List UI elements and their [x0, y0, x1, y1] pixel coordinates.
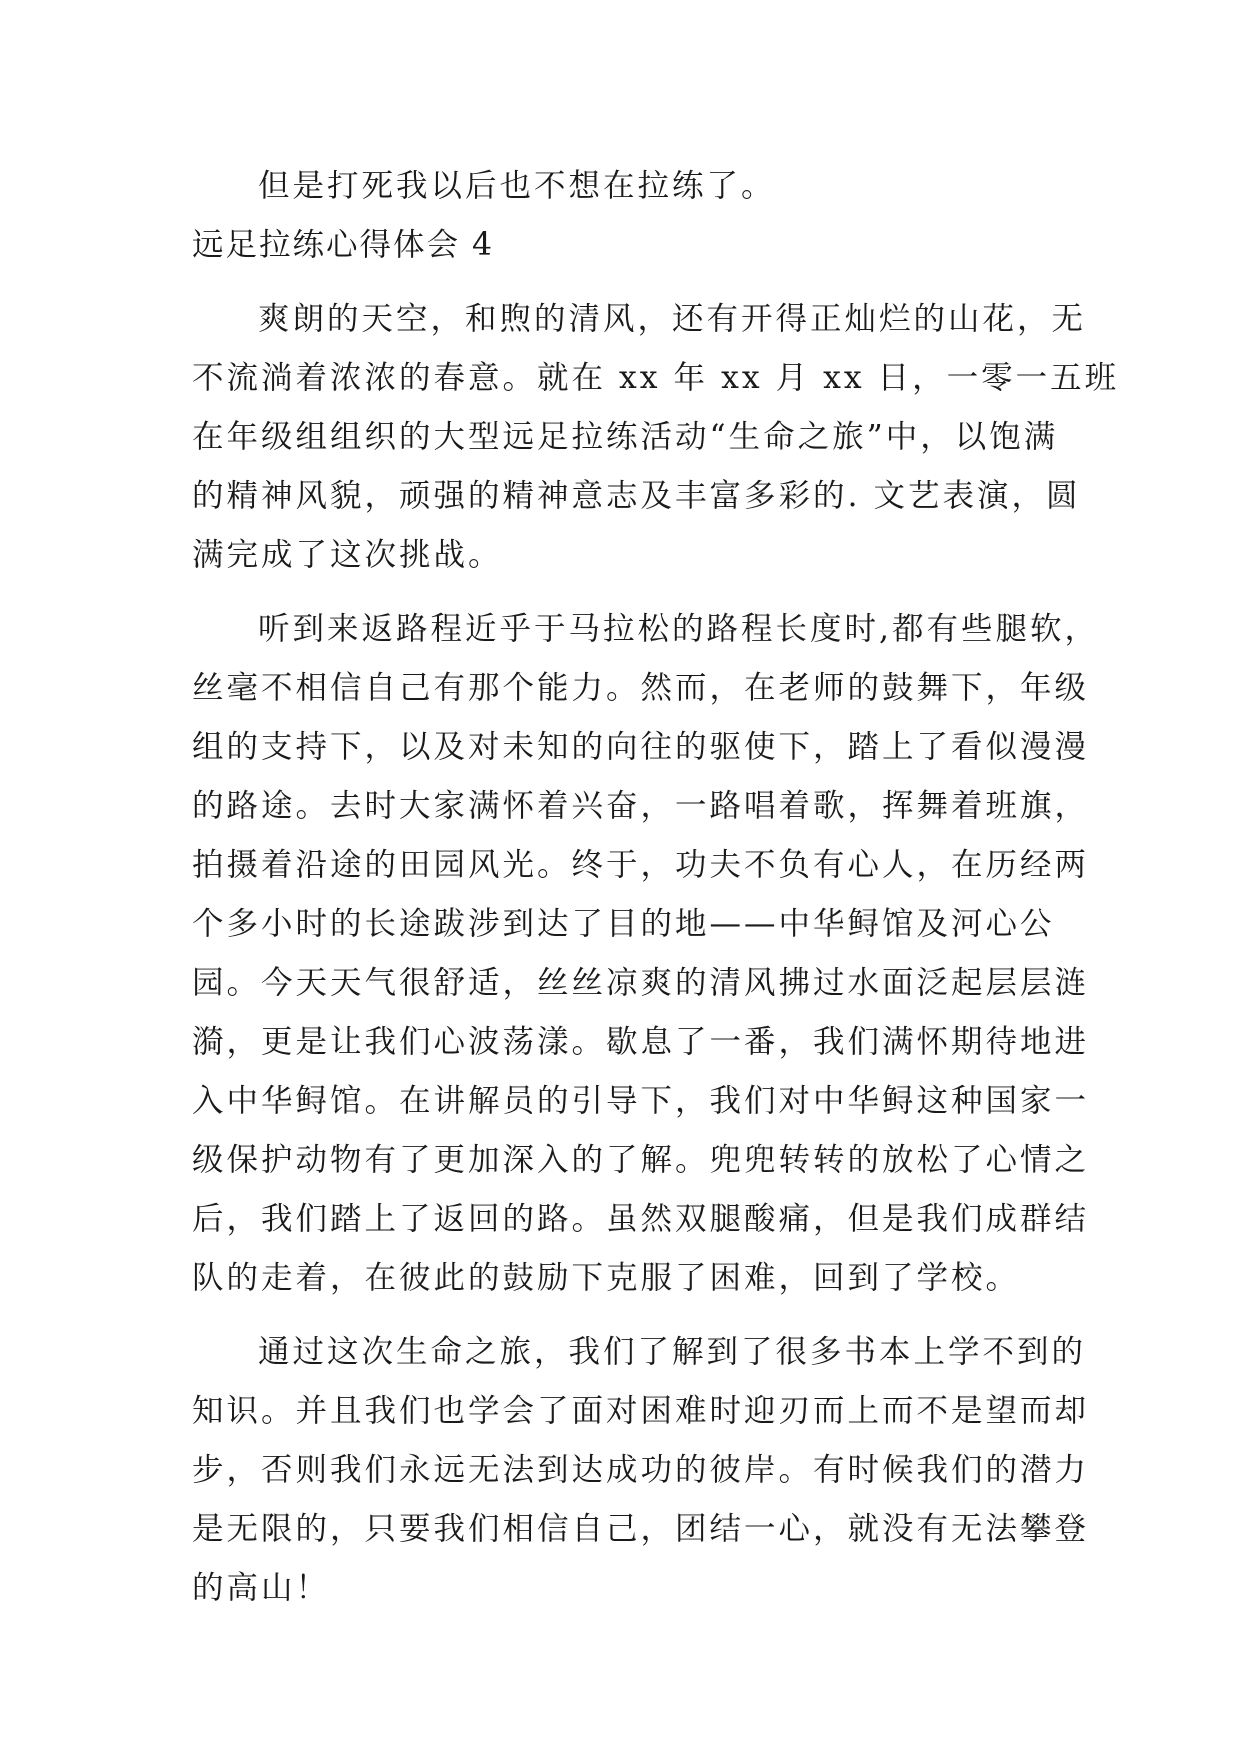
document-body [192, 157, 1120, 1618]
paragraph-2 [192, 600, 1100, 1308]
paragraph-line: 级保护动物有了更加深入的了解。兜兜转转的放松了心情之 [192, 1142, 1090, 1178]
paragraph-line: 满完成了这次挑战。 [192, 537, 503, 573]
paragraph-line: 丝毫不相信自己有那个能力。然而，在老师的鼓舞下，年级 [192, 670, 1090, 706]
paragraph-3 [192, 1323, 1090, 1618]
intro-line: 但是打死我以后也不想在拉练了。 [258, 168, 776, 204]
paragraph-line: 是无限的，只要我们相信自己，团结一心，就没有无法攀登 [192, 1511, 1090, 1547]
paragraph-line: 的路途。去时大家满怀着兴奋，一路唱着歌，挥舞着班旗， [192, 788, 1090, 824]
paragraph-line: 通过这次生命之旅，我们了解到了很多书本上学不到的 [258, 1334, 1087, 1370]
paragraph-line: 的精神风貌，顽强的精神意志及丰富多彩的. 文艺表演，圆 [192, 478, 1081, 514]
paragraph-line: 在年级组组织的大型远足拉练活动“生命之旅”中，以饱满 [192, 419, 1059, 455]
paragraph-1 [192, 290, 1120, 585]
paragraph-line: 后，我们踏上了返回的路。虽然双腿酸痛，但是我们成群结 [192, 1201, 1090, 1237]
paragraph-line: 拍摄着沿途的田园风光。终于，功夫不负有心人，在历经两 [192, 847, 1090, 883]
paragraph-line: 知识。并且我们也学会了面对困难时迎刃而上而不是望而却 [192, 1393, 1090, 1429]
paragraph-line: 漪，更是让我们心波荡漾。歇息了一番，我们满怀期待地进 [192, 1024, 1090, 1060]
paragraph-line: 园。今天天气很舒适，丝丝凉爽的清风拂过水面泛起层层涟 [192, 965, 1090, 1001]
paragraph-line: 队的走着，在彼此的鼓励下克服了困难，回到了学校。 [192, 1260, 1021, 1296]
paragraph-line: 听到来返路程近乎于马拉松的路程长度时,都有些腿软， [258, 611, 1100, 647]
paragraph-line: 组的支持下，以及对未知的向往的驱使下，踏上了看似漫漫 [192, 729, 1090, 765]
paragraph-line: 个多小时的长途跋涉到达了目的地——中华鲟馆及河心公 [192, 906, 1055, 942]
paragraph-line: 爽朗的天空，和煦的清风，还有开得正灿烂的山花，无 [258, 301, 1087, 337]
paragraph-line: 的高山！ [192, 1570, 331, 1606]
paragraph-line: 入中华鲟馆。在讲解员的引导下，我们对中华鲟这种国家一 [192, 1083, 1090, 1119]
spacer [192, 585, 1052, 600]
paragraph-line: 步，否则我们永远无法到达成功的彼岸。有时候我们的潜力 [192, 1452, 1090, 1488]
paragraph-line: 不流淌着浓浓的春意。就在 xx 年 xx 月 xx 日，一零一五班 [192, 360, 1120, 396]
spacer [192, 275, 1052, 290]
spacer [192, 1308, 1052, 1323]
section-title: 远足拉练心得体会 4 [192, 227, 495, 263]
